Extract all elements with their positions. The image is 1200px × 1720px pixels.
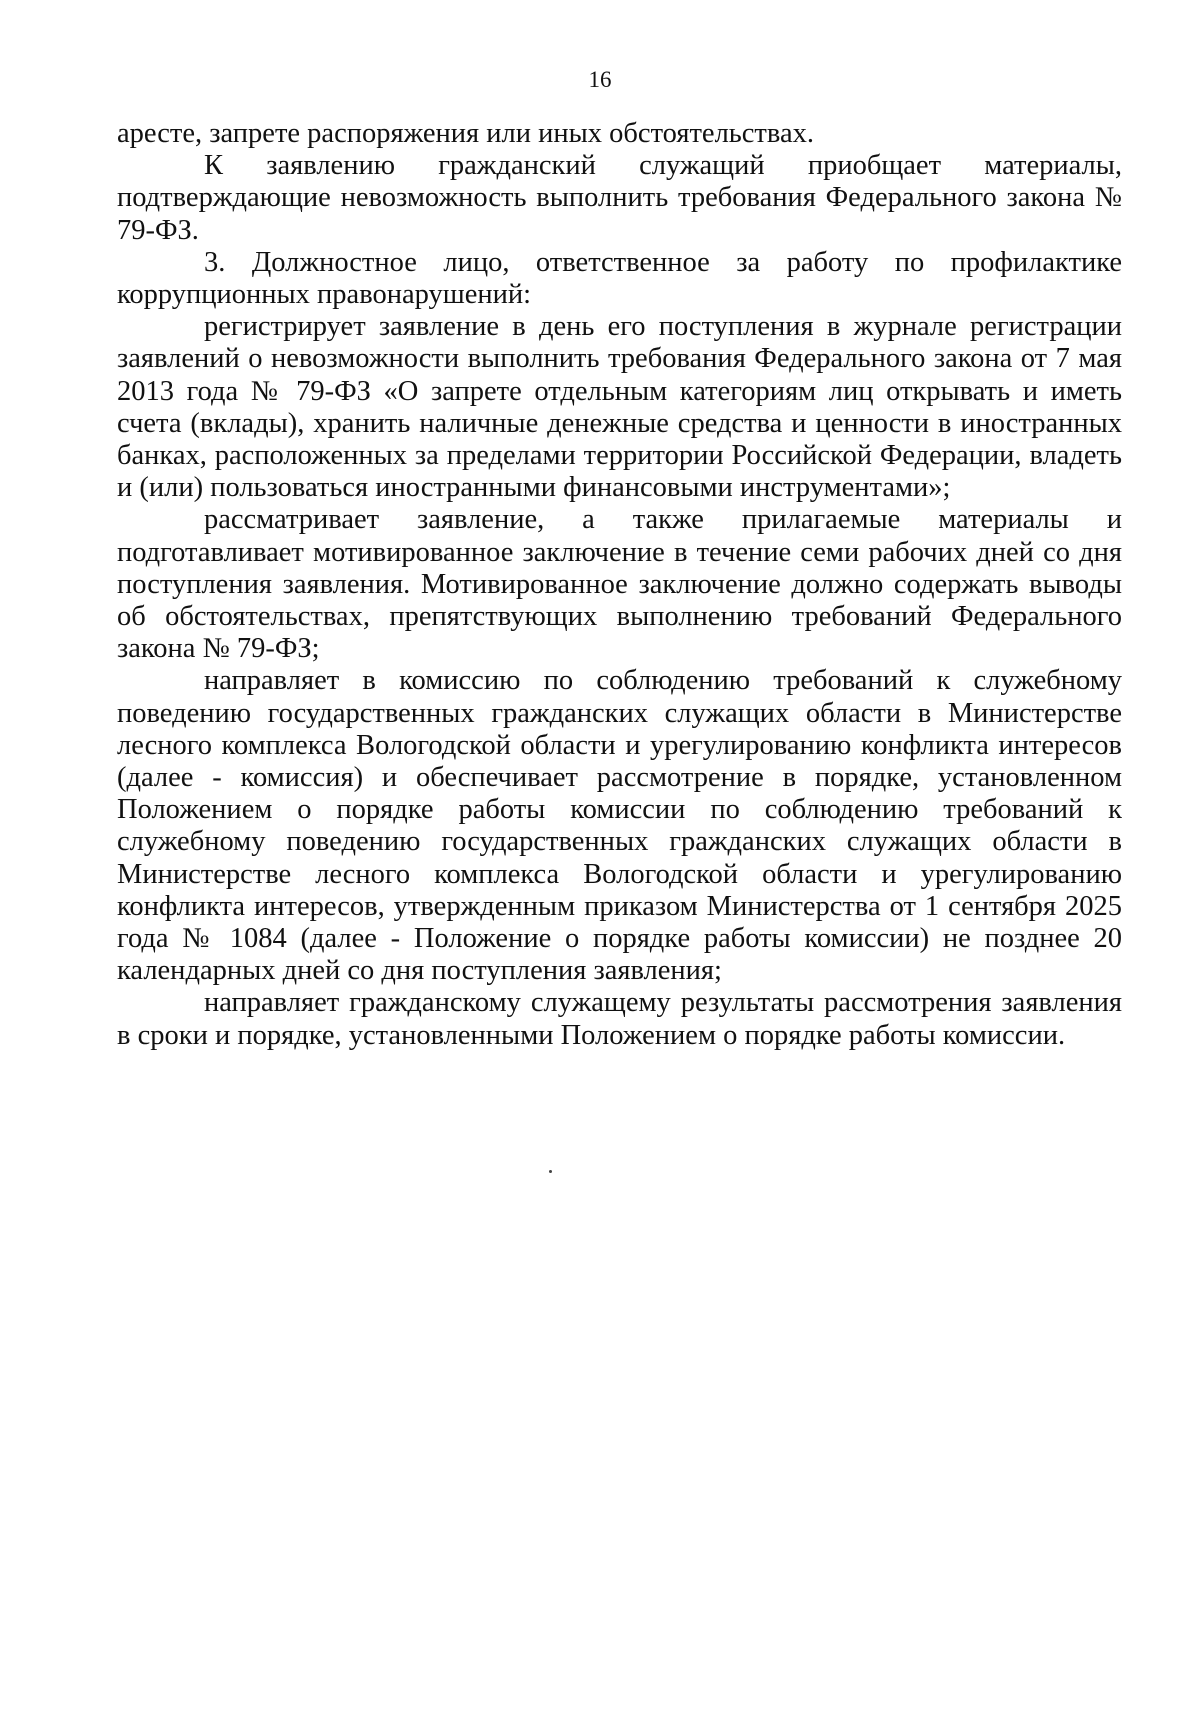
page-number: 16 — [588, 67, 612, 92]
paragraph-sends-to-commission: направляет в комиссию по соблюдению требований к служебному поведению государственных гражданских служащих области в Министерстве лесного комплекса Вологодской области и урегулированию конфликта интересов (далее - комиссия) и обеспечивает рассмотрение в порядке, установленном Положением о порядке работы комиссии по соблюдению требований к служебному поведению государственных гражданских служащих области в Министерстве лесного комплекса Вологодской области и урегулированию конфликта интересов, утвержденным приказом Министерства от 1 сентября 2025 года № 1084 (далее - Положение о порядке работы комиссии) не позднее 20 календарных дней со дня поступления заявления; — [117, 665, 1122, 987]
document-body — [117, 118, 1122, 1052]
paragraph-attached-materials: К заявлению гражданский служащий приобщает материалы, подтверждающие невозможность выполнить требования Федерального закона № 79-ФЗ. — [117, 150, 1122, 246]
paragraph-sends-results: направляет гражданскому служащему результаты рассмотрения заявления в сроки и порядке, установленными Положением о порядке работы комиссии. — [117, 987, 1122, 1051]
paragraph-reviews-application: рассматривает заявление, а также прилагаемые материалы и подготавливает мотивированное заключение в течение семи рабочих дней со дня поступления заявления. Мотивированное заключение должно содержать выводы об обстоятельствах, препятствующих выполнению требований Федерального закона № 79-ФЗ; — [117, 504, 1122, 665]
scan-dot — [549, 1170, 552, 1173]
paragraph-continuation: аресте, запрете распоряжения или иных обстоятельствах. — [117, 118, 814, 149]
paragraph-item-3-official: 3. Должностное лицо, ответственное за работу по профилактике коррупционных правонарушений: — [117, 246, 1122, 311]
paragraph-registers-application: регистрирует заявление в день его поступления в журнале регистрации заявлений о невозможности выполнить требования Федерального закона от 7 мая 2013 года № 79-ФЗ «О запрете отдельным категориям лиц открывать и иметь счета (вклады), хранить наличные денежные средства и ценности в иностранных банках, расположенных за пределами территории Российской Федерации, владеть и (или) пользоваться иностранными финансовыми инструментами»; — [117, 311, 1122, 504]
